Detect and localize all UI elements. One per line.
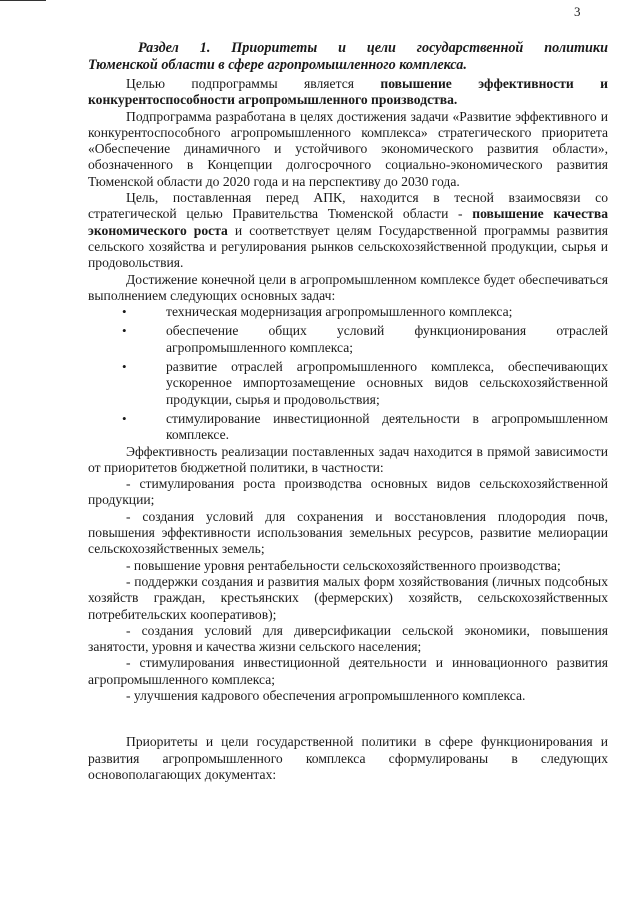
- apk-goal-text-after: и соответствует целям Государственной программы развития сельского хозяйства и регулирования рынков сельскохозяйственной продукции, сырья и продовольствия.: [88, 222, 608, 271]
- task-text: стимулирование инвестиционной деятельности в агропромышленном комплексе.: [166, 410, 608, 443]
- section-title-line-1: Раздел 1. Приоритеты и цели государственной политики: [138, 40, 608, 56]
- list-item: [88, 323, 608, 356]
- goal-paragraph-line-1: [88, 76, 608, 92]
- paragraph-apk-goal: [88, 190, 608, 271]
- section-title: [88, 40, 608, 74]
- priority-item: - повышение уровня рентабельности сельскохозяйственного производства;: [126, 557, 561, 573]
- page-number: 3: [574, 4, 581, 19]
- goal-emphasis-2: конкурентоспособности агропромышленного производства.: [88, 92, 458, 108]
- task-text: развитие отраслей агропромышленного комплекса, обеспечивающих ускоренное импортозамещение основных видов сельскохозяйственной продукции, сырья и продовольствия;: [166, 359, 608, 407]
- goal-paragraph-line-2: [88, 92, 608, 108]
- paragraph-documents: Приоритеты и цели государственной политики в сфере функционирования и развития агропромышленного комплекса сформулированы в следующих основополагающих документах:: [88, 734, 608, 782]
- bullet-icon: •: [122, 410, 127, 426]
- spacer: [88, 704, 608, 734]
- document-body: [88, 40, 608, 783]
- apk-goal-emphasis: повышение качества экономического роста: [88, 206, 608, 238]
- tasks-list: [88, 304, 608, 443]
- priority-item: - стимулирования инвестиционной деятельности и инновационного развития агропромышленного комплекса;: [88, 655, 608, 687]
- list-item: [88, 359, 608, 408]
- task-text: обеспечение общих условий функционирования отраслей агропромышленного комплекса;: [166, 323, 608, 355]
- priority-item: - поддержки создания и развития малых форм хозяйствования (личных подсобных хозяйств граждан, крестьянских (фермерских) хозяйств, сельскохозяйственных потребительских кооперативов);: [88, 573, 608, 622]
- list-item: [88, 304, 608, 320]
- paragraph-tasks-intro: Достижение конечной цели в агропромышленном комплексе будет обеспечиваться выполнением следующих основных задач:: [88, 271, 608, 303]
- list-item: [88, 411, 608, 444]
- priority-item: - создания условий для сохранения и восстановления плодородия почв, повышения эффективности использования земельных ресурсов, развитие мелиорации сельскохозяйственных земель;: [88, 508, 608, 557]
- paragraph-efficiency: Эффективность реализации поставленных задач находится в прямой зависимости от приоритетов бюджетной политики, в частности:: [88, 443, 608, 475]
- paragraph-subprogram-developed: Подпрограмма разработана в целях достижения задачи «Развитие эффективного и конкурентоспособного агропромышленного комплекса» стратегического приоритета «Обеспечение динамичного и устойчивого экономического развития области», обозначенного в Концепции долгосрочного социально-экономического развития Тюменской области до 2020 года и на перспективу до 2030 года.: [88, 108, 608, 189]
- section-title-line-2: Тюменской области в сфере агропромышленного комплекса.: [88, 57, 467, 73]
- apk-goal-text-before: Цель, поставленная перед АПК, находится в тесной взаимосвязи со стратегической целью Правительства Тюменской области -: [88, 190, 608, 222]
- goal-emphasis-1: повышение эффективности и: [380, 76, 608, 91]
- task-text: техническая модернизация агропромышленного комплекса;: [166, 304, 513, 320]
- priority-item: - улучшения кадрового обеспечения агропромышленного комплекса.: [126, 687, 526, 703]
- priority-item: - стимулирования роста производства основных видов сельскохозяйственной продукции;: [88, 476, 608, 508]
- bullet-icon: •: [122, 359, 127, 375]
- priority-item: - создания условий для диверсификации сельской экономики, повышения занятости, уровня и качества жизни сельского населения;: [88, 622, 608, 655]
- bullet-icon: •: [122, 323, 127, 339]
- goal-prefix: Целью подпрограммы является: [126, 76, 381, 91]
- bullet-icon: •: [122, 304, 127, 320]
- scan-corner-mark: [0, 0, 46, 1]
